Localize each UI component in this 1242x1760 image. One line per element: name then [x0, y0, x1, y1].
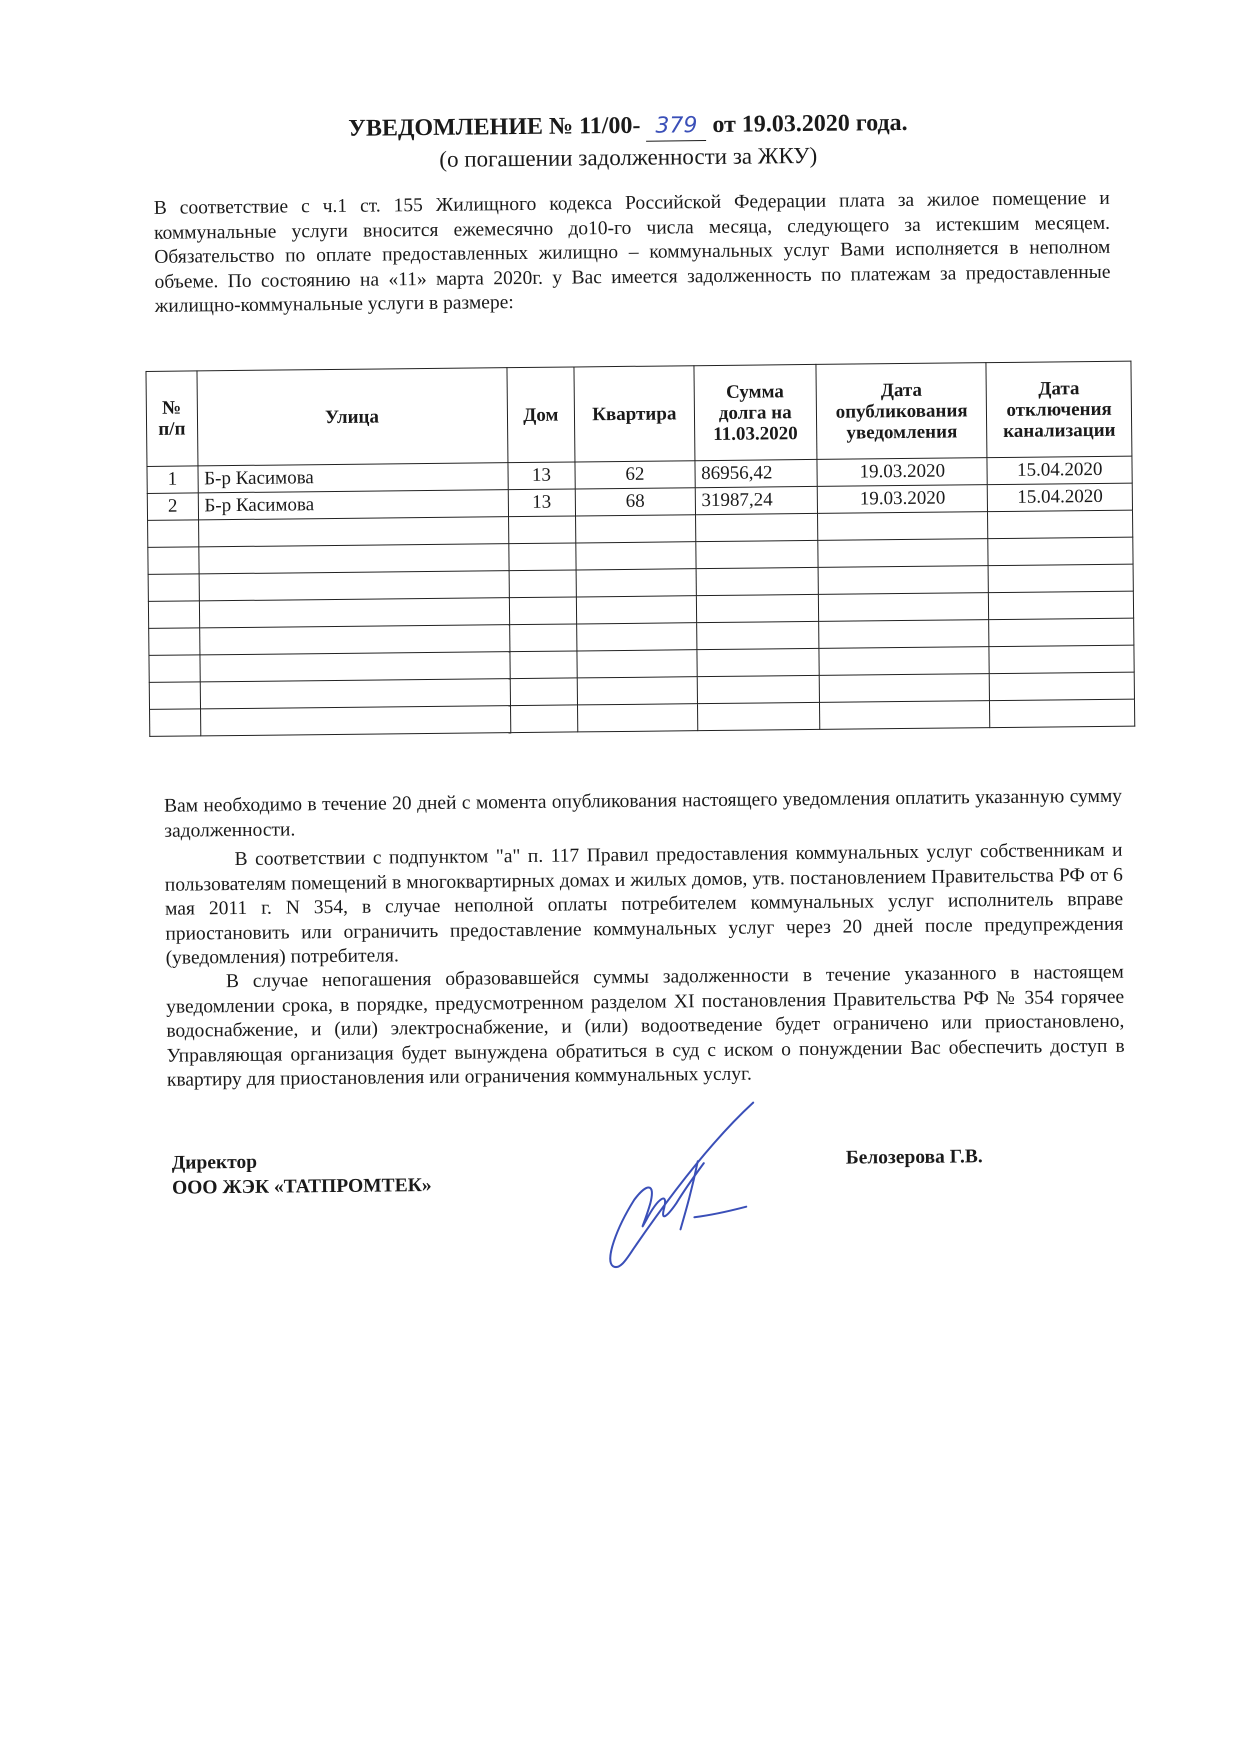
cell-apartment: 62 [575, 461, 695, 489]
header-street: Улица [197, 368, 508, 466]
cell-apartment: 68 [575, 488, 695, 516]
cell-disconnect: 15.04.2020 [987, 456, 1132, 485]
cell-num [150, 709, 201, 737]
cell-house [510, 678, 578, 706]
header-published: Дата опубликования уведомления [816, 363, 987, 460]
cell-house [509, 624, 577, 652]
cell-house [509, 597, 577, 625]
cell-published [819, 674, 990, 703]
cell-house [508, 516, 576, 544]
cell-num [148, 547, 199, 575]
cell-house [510, 705, 578, 733]
cell-debt [697, 702, 820, 730]
title-block [0, 105, 1242, 178]
cell-published [819, 647, 990, 676]
cell-street [200, 652, 510, 682]
cell-debt [695, 513, 818, 541]
cell-debt [696, 594, 819, 622]
notice-subtitle: (о погашении задолженности за ЖКУ) [439, 142, 818, 172]
cell-house: 13 [507, 462, 575, 490]
cell-apartment [576, 569, 696, 597]
legal-basis-paragraph: В соответствии с подпунктом "а" п. 117 Правил предоставления коммунальных услуг собственникам и пользователям помещений в многоквартирных домах и жилых домов, утв. постановлением Правительства РФ от 6 мая 2011 г. N 354, в случае неполной оплаты потребителем коммунальных услуг исполнитель вправе приостановить или ограничить предоставление коммунальных услуг через 20 дней после предупреждения (уведомления) потребителя. [164, 839, 1124, 969]
cell-debt: 86956,42 [695, 459, 818, 487]
cell-disconnect: 15.04.2020 [988, 483, 1133, 512]
header-apartment: Квартира [574, 366, 694, 462]
cell-street [198, 517, 508, 547]
title-suffix: от 19.03.2020 года. [712, 109, 908, 138]
cell-house [509, 570, 577, 598]
signer-block [172, 1148, 432, 1201]
cell-debt [696, 648, 819, 676]
cell-apartment [577, 623, 697, 651]
cell-debt [696, 567, 819, 595]
header-house: Дом [506, 367, 575, 463]
header-debt: Сумма долга на 11.03.2020 [694, 364, 817, 460]
cell-num [148, 601, 199, 629]
cell-disconnect [988, 537, 1133, 566]
cell-disconnect [990, 672, 1135, 701]
cell-num [149, 682, 200, 710]
header-num: № п/п [146, 371, 198, 467]
cell-street: Б-р Касимова [198, 490, 508, 520]
cell-street [199, 598, 509, 628]
signer-name: Белозерова Г.В. [845, 1146, 983, 1169]
handwritten-number: 379 [646, 112, 706, 142]
cell-debt [695, 540, 818, 568]
cell-disconnect [989, 591, 1134, 620]
cell-debt [697, 675, 820, 703]
cell-disconnect [990, 699, 1135, 728]
cell-street: Б-р Касимова [198, 463, 508, 493]
cell-house: 13 [508, 489, 576, 517]
title-prefix: УВЕДОМЛЕНИЕ № 11/00- [348, 112, 641, 142]
signer-position: Директор [171, 1151, 258, 1174]
cell-published [819, 701, 990, 730]
signature-image [593, 1098, 775, 1280]
cell-num [148, 520, 199, 548]
cell-num: 2 [147, 493, 198, 521]
cell-apartment [576, 542, 696, 570]
cell-street [200, 679, 510, 709]
cell-disconnect [989, 645, 1134, 674]
cell-house [508, 543, 576, 571]
cell-published: 19.03.2020 [817, 485, 988, 514]
cell-street [198, 544, 508, 574]
cell-debt: 31987,24 [695, 486, 818, 514]
cell-apartment [577, 650, 697, 678]
cell-published [818, 566, 989, 595]
signer-organization: ООО ЖЭК «ТАТПРОМТЕК» [171, 1174, 432, 1199]
cell-street [200, 706, 510, 736]
cell-street [199, 625, 509, 655]
intro-paragraph: В соответствие с ч.1 ст. 155 Жилищного кодекса Российской Федерации плата за жилое помещение и коммунальные услуги вносится ежемесячно до10-го числа месяца, следующего за истекшим месяцем. Обязательство по оплате предоставленных жилищно – коммунальных услуг Вами исполняется в неполном объеме. По состоянию на «11» марта 2020г. у Вас имеется задолженность по платежам за предоставленные жилищно-коммунальные услуги в размере: [153, 187, 1111, 317]
cell-published [818, 593, 989, 622]
cell-apartment [577, 677, 697, 705]
cell-apartment [576, 596, 696, 624]
payment-deadline-paragraph: Вам необходимо в течение 20 дней с момента опубликования настоящего уведомления оплатить указанную сумму задолженности. [163, 785, 1123, 842]
cell-published: 19.03.2020 [817, 458, 988, 487]
cell-disconnect [988, 510, 1133, 539]
cell-num [149, 655, 200, 683]
cell-num [149, 628, 200, 656]
header-disconnect: Дата отключения канализации [986, 361, 1132, 458]
cell-disconnect [989, 618, 1134, 647]
cell-num: 1 [147, 466, 198, 494]
cell-disconnect [988, 564, 1133, 593]
cell-house [509, 651, 577, 679]
debt-table [145, 361, 1135, 737]
cell-published [817, 512, 988, 541]
cell-apartment [578, 704, 698, 732]
cell-street [199, 571, 509, 601]
cell-published [818, 539, 989, 568]
table-header-row [146, 361, 1132, 466]
cell-debt [696, 621, 819, 649]
cell-published [819, 620, 990, 649]
cell-num [148, 574, 199, 602]
consequences-paragraph: В случае непогашения образовавшейся суммы задолженности в течение указанного в настоящем уведомлении срока, в порядке, предусмотренном разделом XI постановления Правительства РФ № 354 горячее водоснабжение, и (или) электроснабжение, и (или) водоотведение будет ограничено или приостановлено, Управляющая организация будет вынуждена обратиться в суд с иском о понуждении Вас обеспечить доступ в квартиру для приостановления или ограничения коммунальных услуг. [166, 961, 1125, 1091]
cell-apartment [576, 515, 696, 543]
